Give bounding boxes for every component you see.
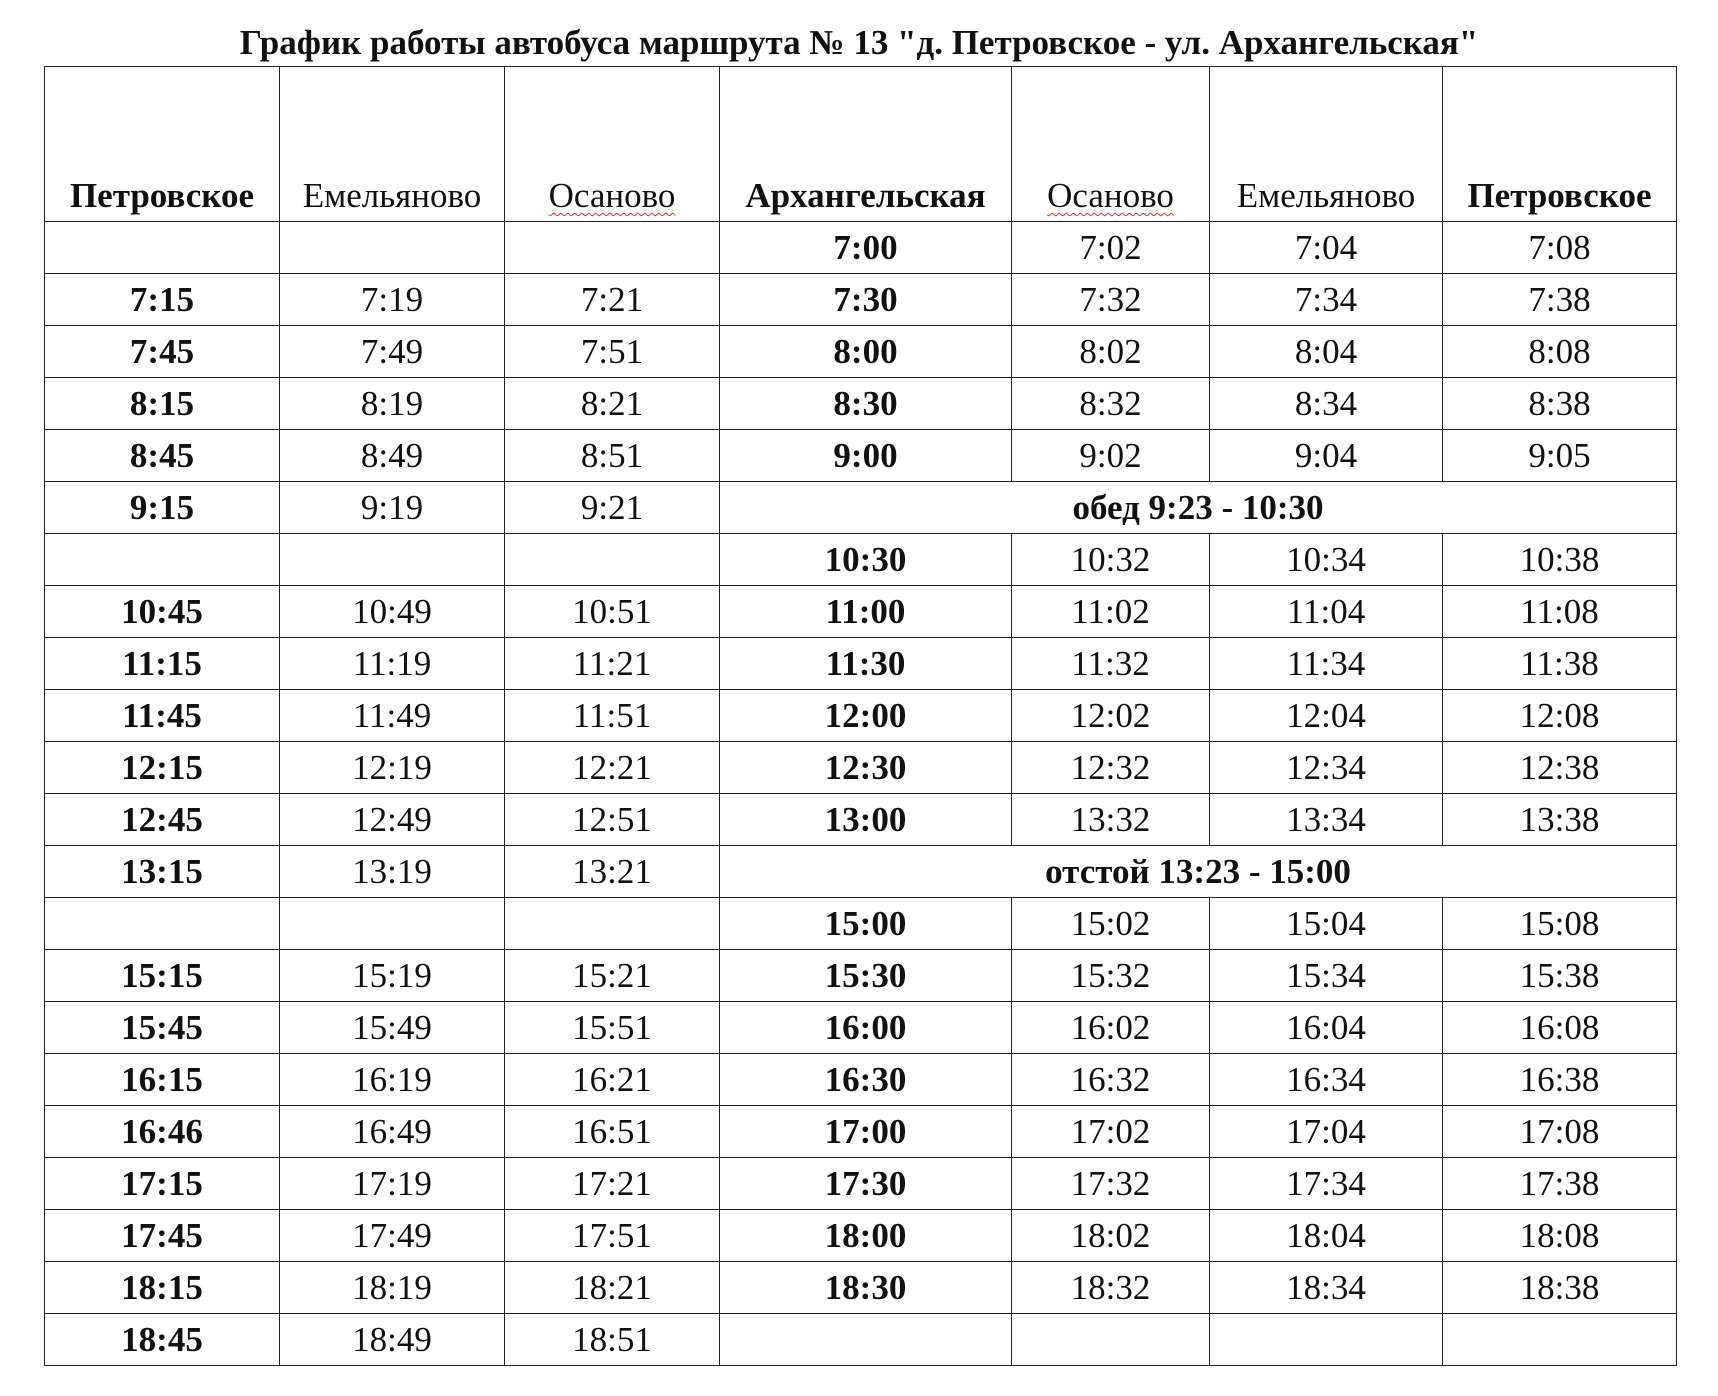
table-row <box>45 534 1677 586</box>
table-cell: 11:51 <box>505 690 720 742</box>
table-cell: 11:30 <box>720 638 1012 690</box>
header-arkhangelskaya: Архангельская <box>720 67 1012 222</box>
table-row <box>45 690 1677 742</box>
table-row <box>45 1158 1677 1210</box>
table-cell: 18:21 <box>505 1262 720 1314</box>
table-cell: 10:32 <box>1012 534 1210 586</box>
table-cell <box>720 1314 1012 1366</box>
table-cell: 12:02 <box>1012 690 1210 742</box>
table-cell: 16:32 <box>1012 1054 1210 1106</box>
table-cell: 7:00 <box>720 222 1012 274</box>
table-row <box>45 846 1677 898</box>
table-cell: 7:15 <box>45 274 280 326</box>
table-cell: 15:38 <box>1443 950 1677 1002</box>
table-cell: 13:38 <box>1443 794 1677 846</box>
table-cell: 13:15 <box>45 846 280 898</box>
table-cell: 8:21 <box>505 378 720 430</box>
header-petrovskoe-departure: Петровское <box>45 67 280 222</box>
table-cell: 11:04 <box>1210 586 1443 638</box>
table-cell: 8:19 <box>280 378 505 430</box>
table-row <box>45 1262 1677 1314</box>
table-cell <box>45 222 280 274</box>
header-osanovo <box>505 67 720 222</box>
table-cell: 8:02 <box>1012 326 1210 378</box>
table-cell: 18:30 <box>720 1262 1012 1314</box>
table-cell: 17:49 <box>280 1210 505 1262</box>
table-cell: 17:00 <box>720 1106 1012 1158</box>
table-cell: 12:08 <box>1443 690 1677 742</box>
table-cell: 11:08 <box>1443 586 1677 638</box>
table-cell: 7:34 <box>1210 274 1443 326</box>
table-cell: 11:49 <box>280 690 505 742</box>
table-row <box>45 430 1677 482</box>
table-row <box>45 898 1677 950</box>
table-cell <box>505 222 720 274</box>
table-cell: 12:15 <box>45 742 280 794</box>
table-cell: 8:45 <box>45 430 280 482</box>
table-cell <box>280 898 505 950</box>
table-cell: 9:19 <box>280 482 505 534</box>
table-cell: 8:34 <box>1210 378 1443 430</box>
header-emelyanovo-return: Емельяново <box>1210 67 1443 222</box>
table-cell: 12:45 <box>45 794 280 846</box>
table-cell: 17:30 <box>720 1158 1012 1210</box>
table-cell <box>280 222 505 274</box>
header-osanovo-label: Осаново <box>548 176 676 215</box>
table-cell: 12:38 <box>1443 742 1677 794</box>
schedule-table <box>44 66 1677 1366</box>
table-cell: 17:04 <box>1210 1106 1443 1158</box>
table-cell: 8:49 <box>280 430 505 482</box>
table-cell: 11:15 <box>45 638 280 690</box>
table-cell: 11:02 <box>1012 586 1210 638</box>
table-cell: 10:30 <box>720 534 1012 586</box>
table-row <box>45 1210 1677 1262</box>
table-cell: 17:34 <box>1210 1158 1443 1210</box>
table-cell: 10:49 <box>280 586 505 638</box>
table-row <box>45 742 1677 794</box>
table-cell: 13:34 <box>1210 794 1443 846</box>
table-cell: 7:08 <box>1443 222 1677 274</box>
table-cell: 18:02 <box>1012 1210 1210 1262</box>
table-cell: 18:49 <box>280 1314 505 1366</box>
table-cell: 18:00 <box>720 1210 1012 1262</box>
table-cell: 17:38 <box>1443 1158 1677 1210</box>
page-title: График работы автобуса маршрута № 13 "д. Петровское - ул. Архангельская" <box>239 23 1479 62</box>
table-row <box>45 482 1677 534</box>
table-cell: 18:34 <box>1210 1262 1443 1314</box>
table-cell <box>505 898 720 950</box>
table-cell: 12:32 <box>1012 742 1210 794</box>
table-row <box>45 794 1677 846</box>
header-petrovskoe-arrival: Петровское <box>1443 67 1677 222</box>
table-row <box>45 1106 1677 1158</box>
table-cell: 18:32 <box>1012 1262 1210 1314</box>
table-cell: 15:08 <box>1443 898 1677 950</box>
table-cell: 8:32 <box>1012 378 1210 430</box>
table-cell: 8:08 <box>1443 326 1677 378</box>
table-cell: 10:45 <box>45 586 280 638</box>
table-cell: 7:21 <box>505 274 720 326</box>
break-note: отстой 13:23 - 15:00 <box>720 846 1677 898</box>
table-cell: 9:04 <box>1210 430 1443 482</box>
table-cell: 15:51 <box>505 1002 720 1054</box>
table-cell: 16:00 <box>720 1002 1012 1054</box>
table-cell <box>1443 1314 1677 1366</box>
table-cell: 7:49 <box>280 326 505 378</box>
table-cell: 15:21 <box>505 950 720 1002</box>
table-cell: 10:51 <box>505 586 720 638</box>
table-cell: 15:02 <box>1012 898 1210 950</box>
table-cell <box>505 534 720 586</box>
table-cell: 12:21 <box>505 742 720 794</box>
table-cell: 11:32 <box>1012 638 1210 690</box>
table-cell: 15:49 <box>280 1002 505 1054</box>
header-osanovo-return <box>1012 67 1210 222</box>
table-cell: 9:02 <box>1012 430 1210 482</box>
table-cell: 10:38 <box>1443 534 1677 586</box>
table-row <box>45 638 1677 690</box>
break-note: обед 9:23 - 10:30 <box>720 482 1677 534</box>
table-cell: 8:00 <box>720 326 1012 378</box>
table-cell: 17:02 <box>1012 1106 1210 1158</box>
table-cell: 18:51 <box>505 1314 720 1366</box>
table-cell: 16:38 <box>1443 1054 1677 1106</box>
header-osanovo-return-label: Осаново <box>1047 176 1174 215</box>
table-cell: 18:19 <box>280 1262 505 1314</box>
table-cell <box>280 534 505 586</box>
table-cell: 17:32 <box>1012 1158 1210 1210</box>
table-cell: 16:15 <box>45 1054 280 1106</box>
table-cell: 8:30 <box>720 378 1012 430</box>
table-cell: 11:45 <box>45 690 280 742</box>
table-row <box>45 274 1677 326</box>
table-cell <box>45 898 280 950</box>
table-cell: 11:19 <box>280 638 505 690</box>
table-cell: 8:04 <box>1210 326 1443 378</box>
table-cell: 18:45 <box>45 1314 280 1366</box>
table-cell: 18:15 <box>45 1262 280 1314</box>
table-row <box>45 378 1677 430</box>
table-cell: 7:19 <box>280 274 505 326</box>
table-cell: 16:19 <box>280 1054 505 1106</box>
table-cell: 7:04 <box>1210 222 1443 274</box>
table-cell: 12:51 <box>505 794 720 846</box>
table-row <box>45 1002 1677 1054</box>
table-cell: 13:32 <box>1012 794 1210 846</box>
table-cell: 18:08 <box>1443 1210 1677 1262</box>
table-cell: 12:34 <box>1210 742 1443 794</box>
table-cell: 18:04 <box>1210 1210 1443 1262</box>
table-cell: 12:00 <box>720 690 1012 742</box>
table-cell: 17:08 <box>1443 1106 1677 1158</box>
table-cell: 16:49 <box>280 1106 505 1158</box>
table-cell: 16:04 <box>1210 1002 1443 1054</box>
table-cell: 9:00 <box>720 430 1012 482</box>
table-cell: 13:00 <box>720 794 1012 846</box>
table-cell: 12:30 <box>720 742 1012 794</box>
table-cell: 16:21 <box>505 1054 720 1106</box>
table-cell: 11:21 <box>505 638 720 690</box>
table-row <box>45 1314 1677 1366</box>
table-cell: 17:45 <box>45 1210 280 1262</box>
table-cell: 18:38 <box>1443 1262 1677 1314</box>
table-row <box>45 222 1677 274</box>
table-cell: 7:38 <box>1443 274 1677 326</box>
table-cell: 15:04 <box>1210 898 1443 950</box>
table-row <box>45 950 1677 1002</box>
table-cell: 9:21 <box>505 482 720 534</box>
table-cell: 8:38 <box>1443 378 1677 430</box>
header-row <box>45 67 1677 222</box>
table-cell: 11:34 <box>1210 638 1443 690</box>
table-row <box>45 326 1677 378</box>
table-cell: 8:15 <box>45 378 280 430</box>
table-cell: 15:32 <box>1012 950 1210 1002</box>
table-cell: 15:19 <box>280 950 505 1002</box>
table-cell: 11:00 <box>720 586 1012 638</box>
table-cell: 12:04 <box>1210 690 1443 742</box>
table-cell: 13:21 <box>505 846 720 898</box>
table-cell: 7:02 <box>1012 222 1210 274</box>
table-cell: 11:38 <box>1443 638 1677 690</box>
table-cell: 15:15 <box>45 950 280 1002</box>
table-cell: 8:51 <box>505 430 720 482</box>
table-cell: 15:00 <box>720 898 1012 950</box>
table-cell: 17:19 <box>280 1158 505 1210</box>
table-cell: 9:15 <box>45 482 280 534</box>
table-cell: 10:34 <box>1210 534 1443 586</box>
table-cell: 7:30 <box>720 274 1012 326</box>
table-cell <box>45 534 280 586</box>
table-cell: 9:05 <box>1443 430 1677 482</box>
table-cell: 16:08 <box>1443 1002 1677 1054</box>
table-cell: 16:51 <box>505 1106 720 1158</box>
table-cell: 7:51 <box>505 326 720 378</box>
table-cell: 17:21 <box>505 1158 720 1210</box>
table-cell: 15:34 <box>1210 950 1443 1002</box>
table-row <box>45 586 1677 638</box>
table-cell: 13:19 <box>280 846 505 898</box>
table-cell: 17:51 <box>505 1210 720 1262</box>
schedule-body <box>45 222 1677 1366</box>
table-cell: 16:30 <box>720 1054 1012 1106</box>
table-cell: 15:30 <box>720 950 1012 1002</box>
table-cell: 12:49 <box>280 794 505 846</box>
table-cell: 16:34 <box>1210 1054 1443 1106</box>
table-cell <box>1012 1314 1210 1366</box>
table-cell: 12:19 <box>280 742 505 794</box>
table-cell: 17:15 <box>45 1158 280 1210</box>
table-cell: 7:45 <box>45 326 280 378</box>
table-cell: 15:45 <box>45 1002 280 1054</box>
table-row <box>45 1054 1677 1106</box>
table-cell: 7:32 <box>1012 274 1210 326</box>
header-emelyanovo: Емельяново <box>280 67 505 222</box>
table-cell: 16:46 <box>45 1106 280 1158</box>
table-cell <box>1210 1314 1443 1366</box>
table-cell: 16:02 <box>1012 1002 1210 1054</box>
